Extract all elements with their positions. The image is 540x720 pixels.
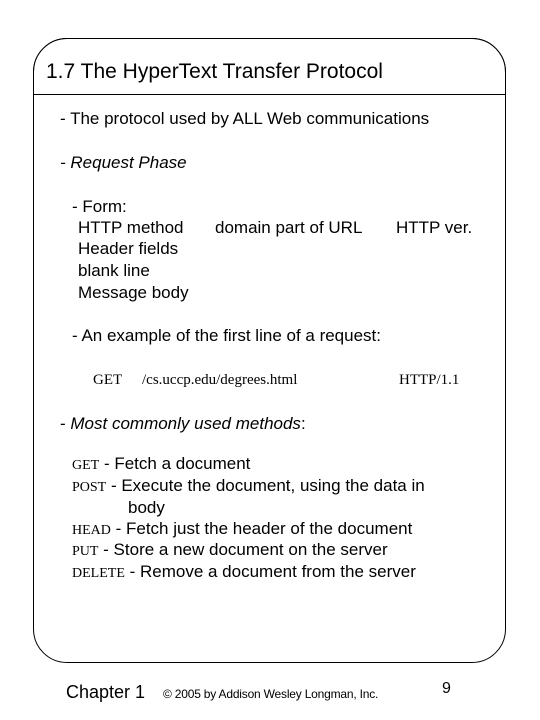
method-desc: body [128,498,165,517]
footer-page-number: 9 [442,680,451,697]
footer-copyright: © 2005 by Addison Wesley Longman, Inc. [163,687,379,701]
method-row-put [72,539,388,563]
method-name: POST [72,480,107,495]
methods-heading-suffix: : [300,414,306,433]
protocol-line: - The protocol used by ALL Web communications [60,109,430,128]
method-desc: - Remove a document from the server [124,562,416,581]
example-label: - An example of the first line of a request: [72,326,381,345]
example-get: GET [93,372,123,388]
method-row-post-cont [128,497,165,519]
method-desc: - Store a new document on the server [98,540,388,559]
method-desc: - Fetch just the header of the document [110,519,413,538]
form-domain: domain part of URL [215,218,363,237]
form-blank-line: blank line [78,261,150,280]
method-row-delete [72,561,416,585]
slide-title: 1.7 The HyperText Transfer Protocol [46,60,383,83]
method-name: DELETE [72,566,125,581]
example-path: /cs.uccp.edu/degrees.html [142,372,298,388]
method-name: GET [72,458,100,473]
method-desc: - Fetch a document [99,454,251,473]
form-http-method: HTTP method [78,218,184,237]
example-version: HTTP/1.1 [399,372,460,388]
method-row-get [72,453,250,477]
method-name: PUT [72,544,99,559]
form-message-body: Message body [78,283,189,302]
footer-chapter: Chapter 1 [66,682,146,702]
form-http-ver: HTTP ver. [396,218,473,237]
method-row-post [72,475,425,499]
method-name: HEAD [72,523,111,538]
methods-heading-prefix: - [60,414,71,433]
request-phase-heading: - Request Phase [60,153,187,172]
methods-heading [60,413,306,435]
form-header-fields: Header fields [78,239,179,258]
methods-heading-text: Most commonly used methods [70,414,301,433]
form-label: - Form: [72,197,127,216]
method-desc: - Execute the document, using the data in [106,476,425,495]
